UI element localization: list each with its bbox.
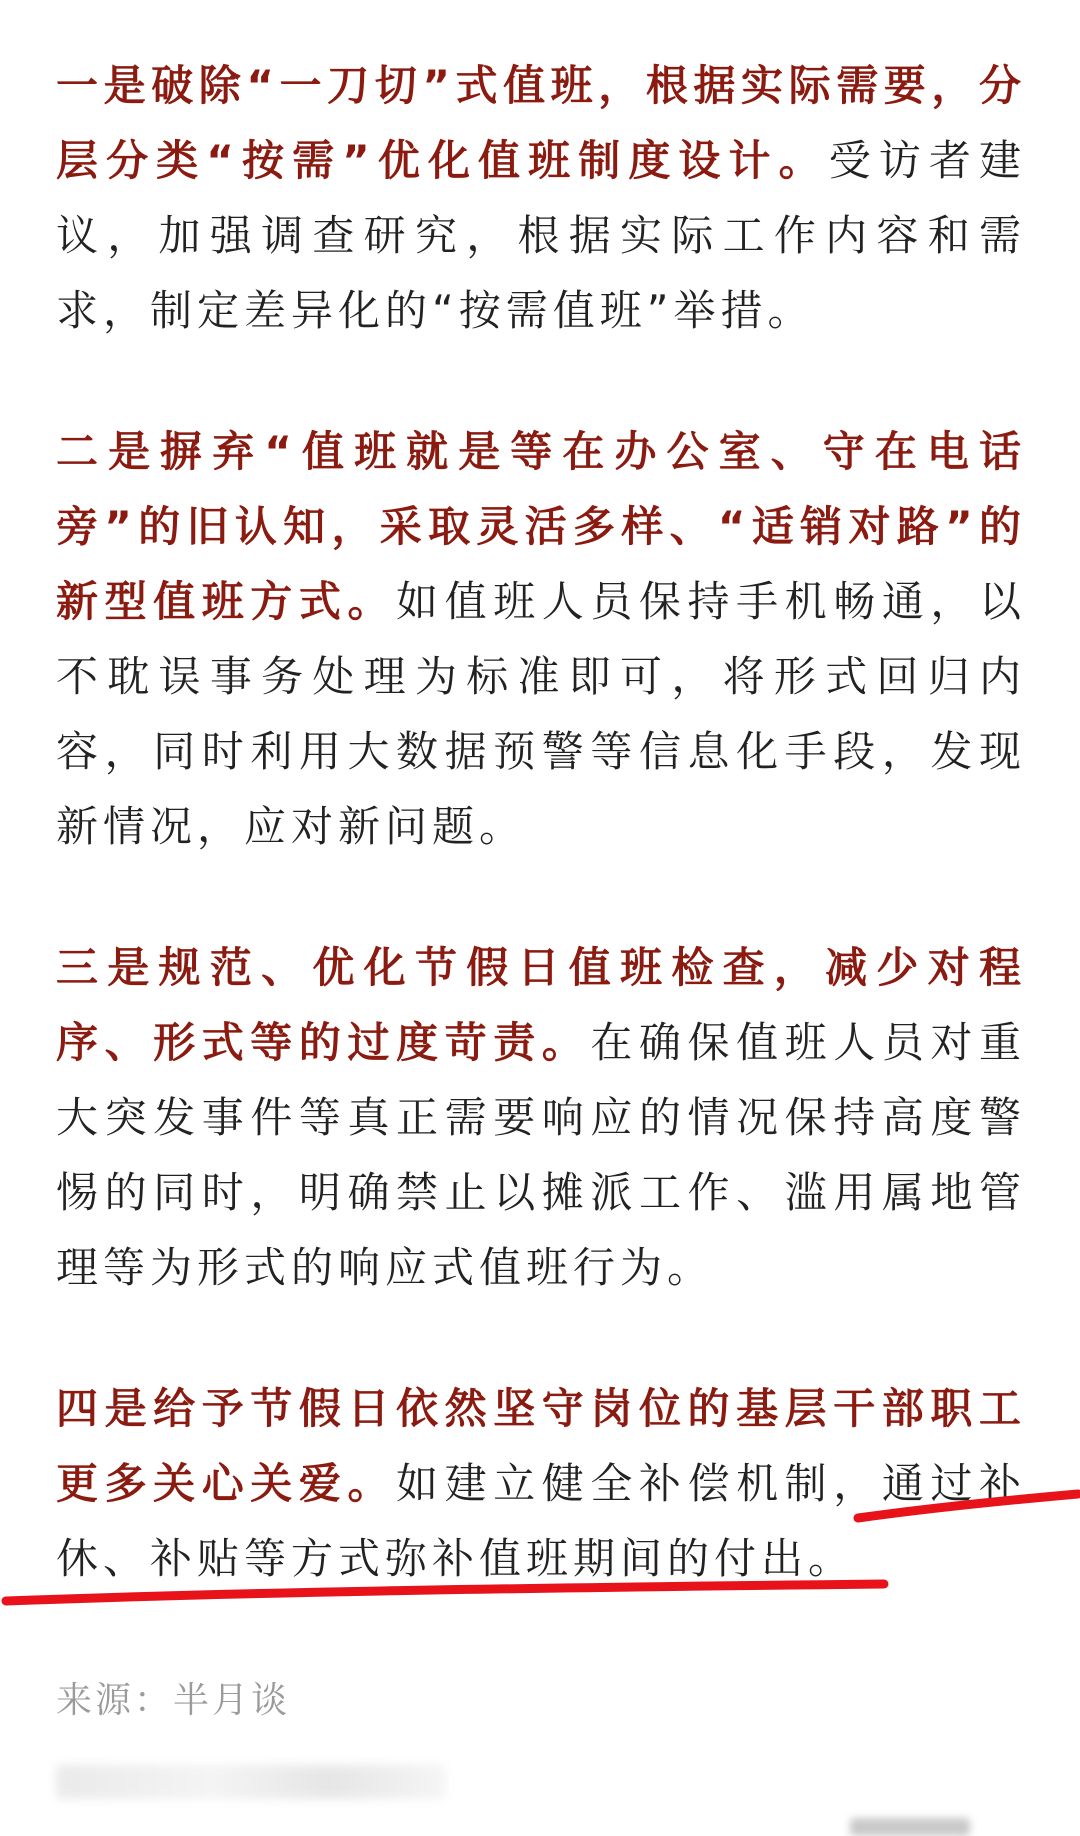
paragraph-3-body: 在确保值班人员对重大突发事件等真正需要响应的情况保持高度警惕的同时，明确禁止以摊派工作、滥用属地管理等为形式的响应式值班行为。	[56, 1018, 1026, 1292]
paragraph-3	[56, 930, 1026, 1305]
paragraph-4-body: 如建立健全补偿机制，通过补休、补贴等方式弥补值班期间的付出。	[56, 1459, 1026, 1583]
paragraph-1	[56, 48, 1026, 348]
paragraph-2-body: 如值班人员保持手机畅通，以不耽误事务处理为标准即可，将形式回归内容，同时利用大数据预警等信息化手段，发现新情况，应对新问题。	[56, 577, 1026, 851]
paragraph-4-lead: 四是给予节假日依然坚守岗位的基层干部职工更多关心关爱。	[56, 1384, 1026, 1508]
paragraph-1-lead: 一是破除“一刀切”式值班，根据实际需要，分层分类“按需”优化值班制度设计。	[56, 61, 1026, 185]
source-credit: 来源：半月谈	[56, 1680, 291, 1721]
paragraph-2-lead: 二是摒弃“值班就是等在办公室、守在电话旁”的旧认知，采取灵活多样、“适销对路”的新型值班方式。	[56, 427, 1026, 626]
article-body	[56, 48, 1026, 1596]
paragraph-4	[56, 1371, 1026, 1596]
paragraph-2	[56, 414, 1026, 864]
blurred-text-line	[56, 1765, 446, 1799]
blurred-corner-text	[850, 1818, 970, 1836]
paragraph-3-lead: 三是规范、优化节假日值班检查，减少对程序、形式等的过度苛责。	[56, 943, 1026, 1067]
paragraph-1-body: 受访者建议，加强调查研究，根据实际工作内容和需求，制定差异化的“按需值班”举措。	[56, 136, 1026, 335]
